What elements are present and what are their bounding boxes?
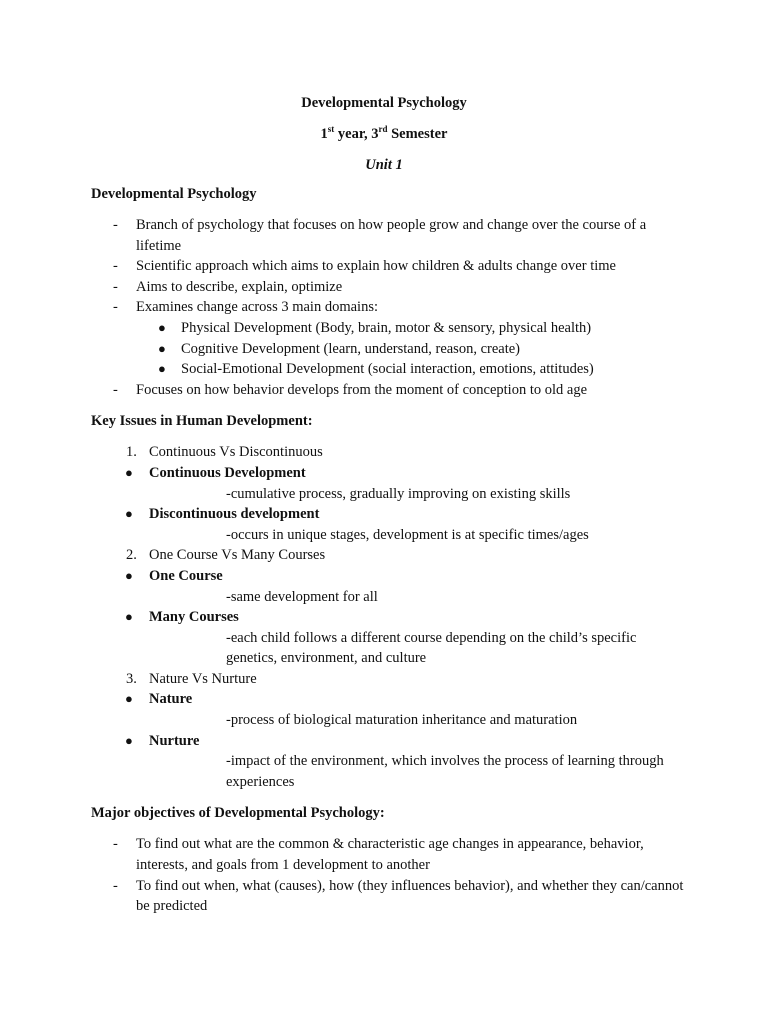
year-semester-line: [0, 124, 768, 155]
document-header: [0, 93, 768, 186]
list-item: - Aims to describe, explain, optimize: [91, 277, 691, 298]
section-heading-key-issues: Key Issues in Human Development:: [91, 413, 313, 430]
dash-marker: -: [113, 877, 118, 894]
issue-description: -occurs in unique stages, development is at specific times/ages: [226, 526, 589, 543]
list-item: - To find out when, what (causes), how (they influences behavior), and whether they can/cannot be predicted: [113, 877, 684, 915]
document-body: [91, 184, 691, 928]
issue-title: 2. One Course Vs Many Courses: [126, 547, 326, 564]
bullet-marker: ●: [125, 609, 133, 625]
issue-description: -impact of the environment, which involves the process of learning through experiences: [226, 753, 664, 790]
bullet-marker: ●: [125, 732, 133, 748]
issue-term: ● Continuous Development: [91, 463, 691, 484]
list-item: ● Social-Emotional Development (social interaction, emotions, attitudes): [91, 359, 691, 380]
bullet-marker: ●: [158, 319, 166, 335]
issue-description: -same development for all: [226, 588, 378, 605]
list-item: - Focuses on how behavior develops from the moment of conception to old age: [91, 380, 691, 401]
bullet-marker: ●: [125, 506, 133, 522]
issue-description: -process of biological maturation inheritance and maturation: [226, 712, 578, 729]
list-item: - Scientific approach which aims to explain how children & adults change over time: [91, 256, 691, 277]
issue-term: ● Nurture: [91, 731, 691, 752]
document-title: Developmental Psychology: [301, 95, 467, 111]
domains-list: [91, 318, 691, 380]
key-issues-list: [91, 442, 691, 792]
unit-label: Unit 1: [365, 157, 403, 173]
issue-term: ● Discontinuous development: [91, 504, 691, 525]
issue-term: ● One Course: [91, 566, 691, 587]
issue-description: -each child follows a different course depending on the child’s specific genetics, environment, and culture: [226, 629, 637, 667]
issue-description: -cumulative process, gradually improving on existing skills: [226, 485, 571, 502]
dash-marker: -: [113, 381, 118, 398]
dash-marker: -: [113, 217, 118, 233]
semester-superscript: rd: [378, 124, 388, 134]
section-heading-major-objectives: Major objectives of Developmental Psychology:: [91, 805, 385, 822]
dash-marker: -: [113, 299, 118, 316]
year-superscript: st: [327, 124, 335, 134]
list-item: ● Cognitive Development (learn, understand, reason, create): [91, 339, 691, 360]
dash-marker: -: [113, 836, 118, 853]
dash-marker: -: [113, 258, 118, 275]
dash-marker: -: [113, 278, 118, 295]
list-item: - Examines change across 3 main domains: ● Physical Development (Body, brain, motor & sensory, physical health) ● Cognitive Development (learn, understand, reason, create) ● Social-Emotional Development (social interaction, emotions, attitudes): [91, 297, 691, 379]
list-item: - Branch of psychology that focuses on how people grow and change over the course of a lifetime: [113, 217, 647, 254]
bullet-marker: ●: [125, 567, 133, 583]
bullet-marker: ●: [158, 361, 166, 377]
section-heading-developmental-psychology: Developmental Psychology: [91, 186, 257, 202]
list-item: - To find out what are the common & characteristic age changes in appearance, behavior, interests, and goals from 1 development to another: [113, 836, 644, 874]
year-number: 1: [320, 126, 328, 142]
issue-term: ● Many Courses: [91, 607, 691, 628]
bullet-marker: ●: [158, 340, 166, 356]
year-text: year, 3: [334, 126, 379, 142]
semester-text: Semester: [387, 126, 448, 142]
list-item: ● Physical Development (Body, brain, motor & sensory, physical health): [91, 318, 691, 339]
issue-term: ● Nature: [91, 689, 691, 710]
bullet-marker: ●: [125, 691, 133, 707]
definition-list: [91, 215, 691, 400]
objectives-list: [91, 834, 691, 916]
issue-title: 1. Continuous Vs Discontinuous: [126, 444, 323, 461]
issue-title: 3. Nature Vs Nurture: [126, 670, 257, 687]
bullet-marker: ●: [125, 464, 133, 480]
